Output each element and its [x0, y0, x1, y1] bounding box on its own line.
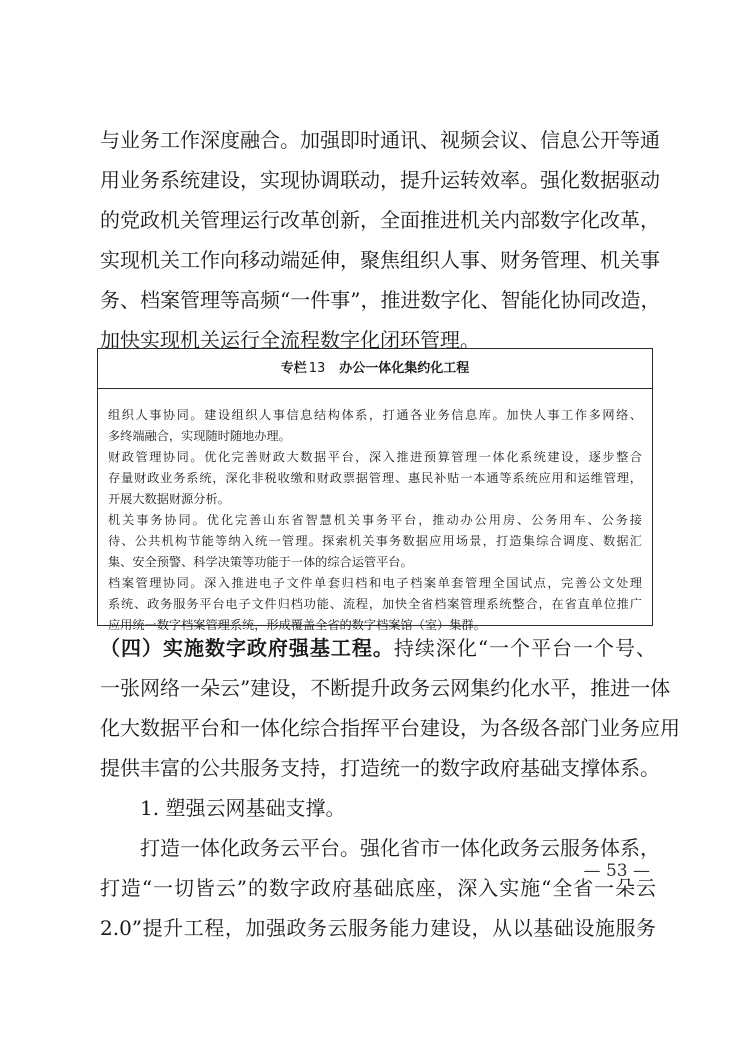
subheading	[100, 788, 656, 828]
text-line: 打造“一切皆云”的数字政府基础底座，深入实施“全省一朵云	[100, 876, 656, 900]
column-body	[98, 389, 652, 636]
column-line: 存量财政业务系统，深化非税收缴和财政票据管理、惠民补贴一本通等系统应用和运维管理，	[108, 471, 642, 485]
section-heading: （四）实施数字政府强基工程。	[100, 636, 394, 660]
column-line: 开展大数据财源分析。	[108, 492, 230, 506]
column-line: 多终端融合，实现随时随地办理。	[108, 429, 291, 443]
text-line: 一张网络一朵云”建设，不断提升政务云网集约化水平，推进一体	[100, 676, 671, 700]
text-line: 提供丰富的公共服务支持，打造统一的数字政府基础支撑体系。	[100, 756, 660, 780]
section-text: 持续深化“一个平台一个号、	[393, 636, 656, 660]
text-line: 用业务系统建设，实现协调联动，提升运转效率。强化数据驱动	[100, 168, 660, 192]
section-4-paragraph	[100, 628, 680, 788]
column-line: 组织人事协同。建设组织人事信息结构体系，打通各业务信息库。加快人事工作多网络、	[108, 408, 642, 422]
column-line: 待、公共机构节能等纳入统一管理。探索机关事务数据应用场景，打造集综合调度、数据汇	[108, 534, 642, 548]
subheading-text: 1. 塑强云网基础支撑。	[140, 796, 346, 820]
column-line: 系统、政务服务平台电子文件归档功能、流程，加快全省档案管理系统整合，在省直单位推广	[108, 597, 642, 611]
column-box	[97, 348, 653, 632]
text-line: 实现机关工作向移动端延伸，聚焦组织人事、财务管理、机关事	[100, 248, 660, 272]
page-number: — 53 —	[583, 861, 650, 881]
column-line: 集、安全预警、科学决策等功能于一体的综合运管平台。	[108, 555, 413, 569]
column-label: 专栏	[280, 361, 307, 376]
column-title	[98, 349, 652, 389]
column-heading: 办公一体化集约化工程	[339, 361, 470, 376]
column-line: 财政管理协同。优化完善财政大数据平台，深入推进预算管理一体化系统建设，逐步整合	[108, 450, 642, 464]
text-line: 的党政机关管理运行改革创新，全面推进机关内部数字化改革，	[100, 208, 660, 232]
text-line: 与业务工作深度融合。加强即时通讯、视频会议、信息公开等通	[100, 128, 660, 152]
column-line: 档案管理协同。深入推进电子文件单套归档和电子档案单套管理全国试点，完善公文处理	[108, 576, 642, 590]
text-line: 化大数据平台和一体化综合指挥平台建设，为各级各部门业务应用	[100, 716, 680, 740]
column-number: 13	[308, 361, 326, 376]
intro-paragraph	[100, 120, 661, 360]
column-line: 应用统一数字档案管理系统，形成覆盖全省的数字档案馆（室）集群。	[108, 618, 486, 632]
text-line: 务、档案管理等高频“一件事”，推进数字化、智能化协同改造，	[100, 288, 661, 312]
section-5-paragraph	[100, 828, 660, 948]
text-line: 加快实现机关运行全流程数字化闭环管理。	[100, 328, 480, 352]
text-line	[100, 628, 656, 668]
text-line: 2.0”提升工程，加强政务云服务能力建设，从以基础设施服务	[100, 916, 656, 940]
column-line: 机关事务协同。优化完善山东省智慧机关事务平台，推动办公用房、公务用车、公务接	[108, 513, 642, 527]
text-line: 打造一体化政务云平台。强化省市一体化政务云服务体系，	[140, 836, 660, 860]
